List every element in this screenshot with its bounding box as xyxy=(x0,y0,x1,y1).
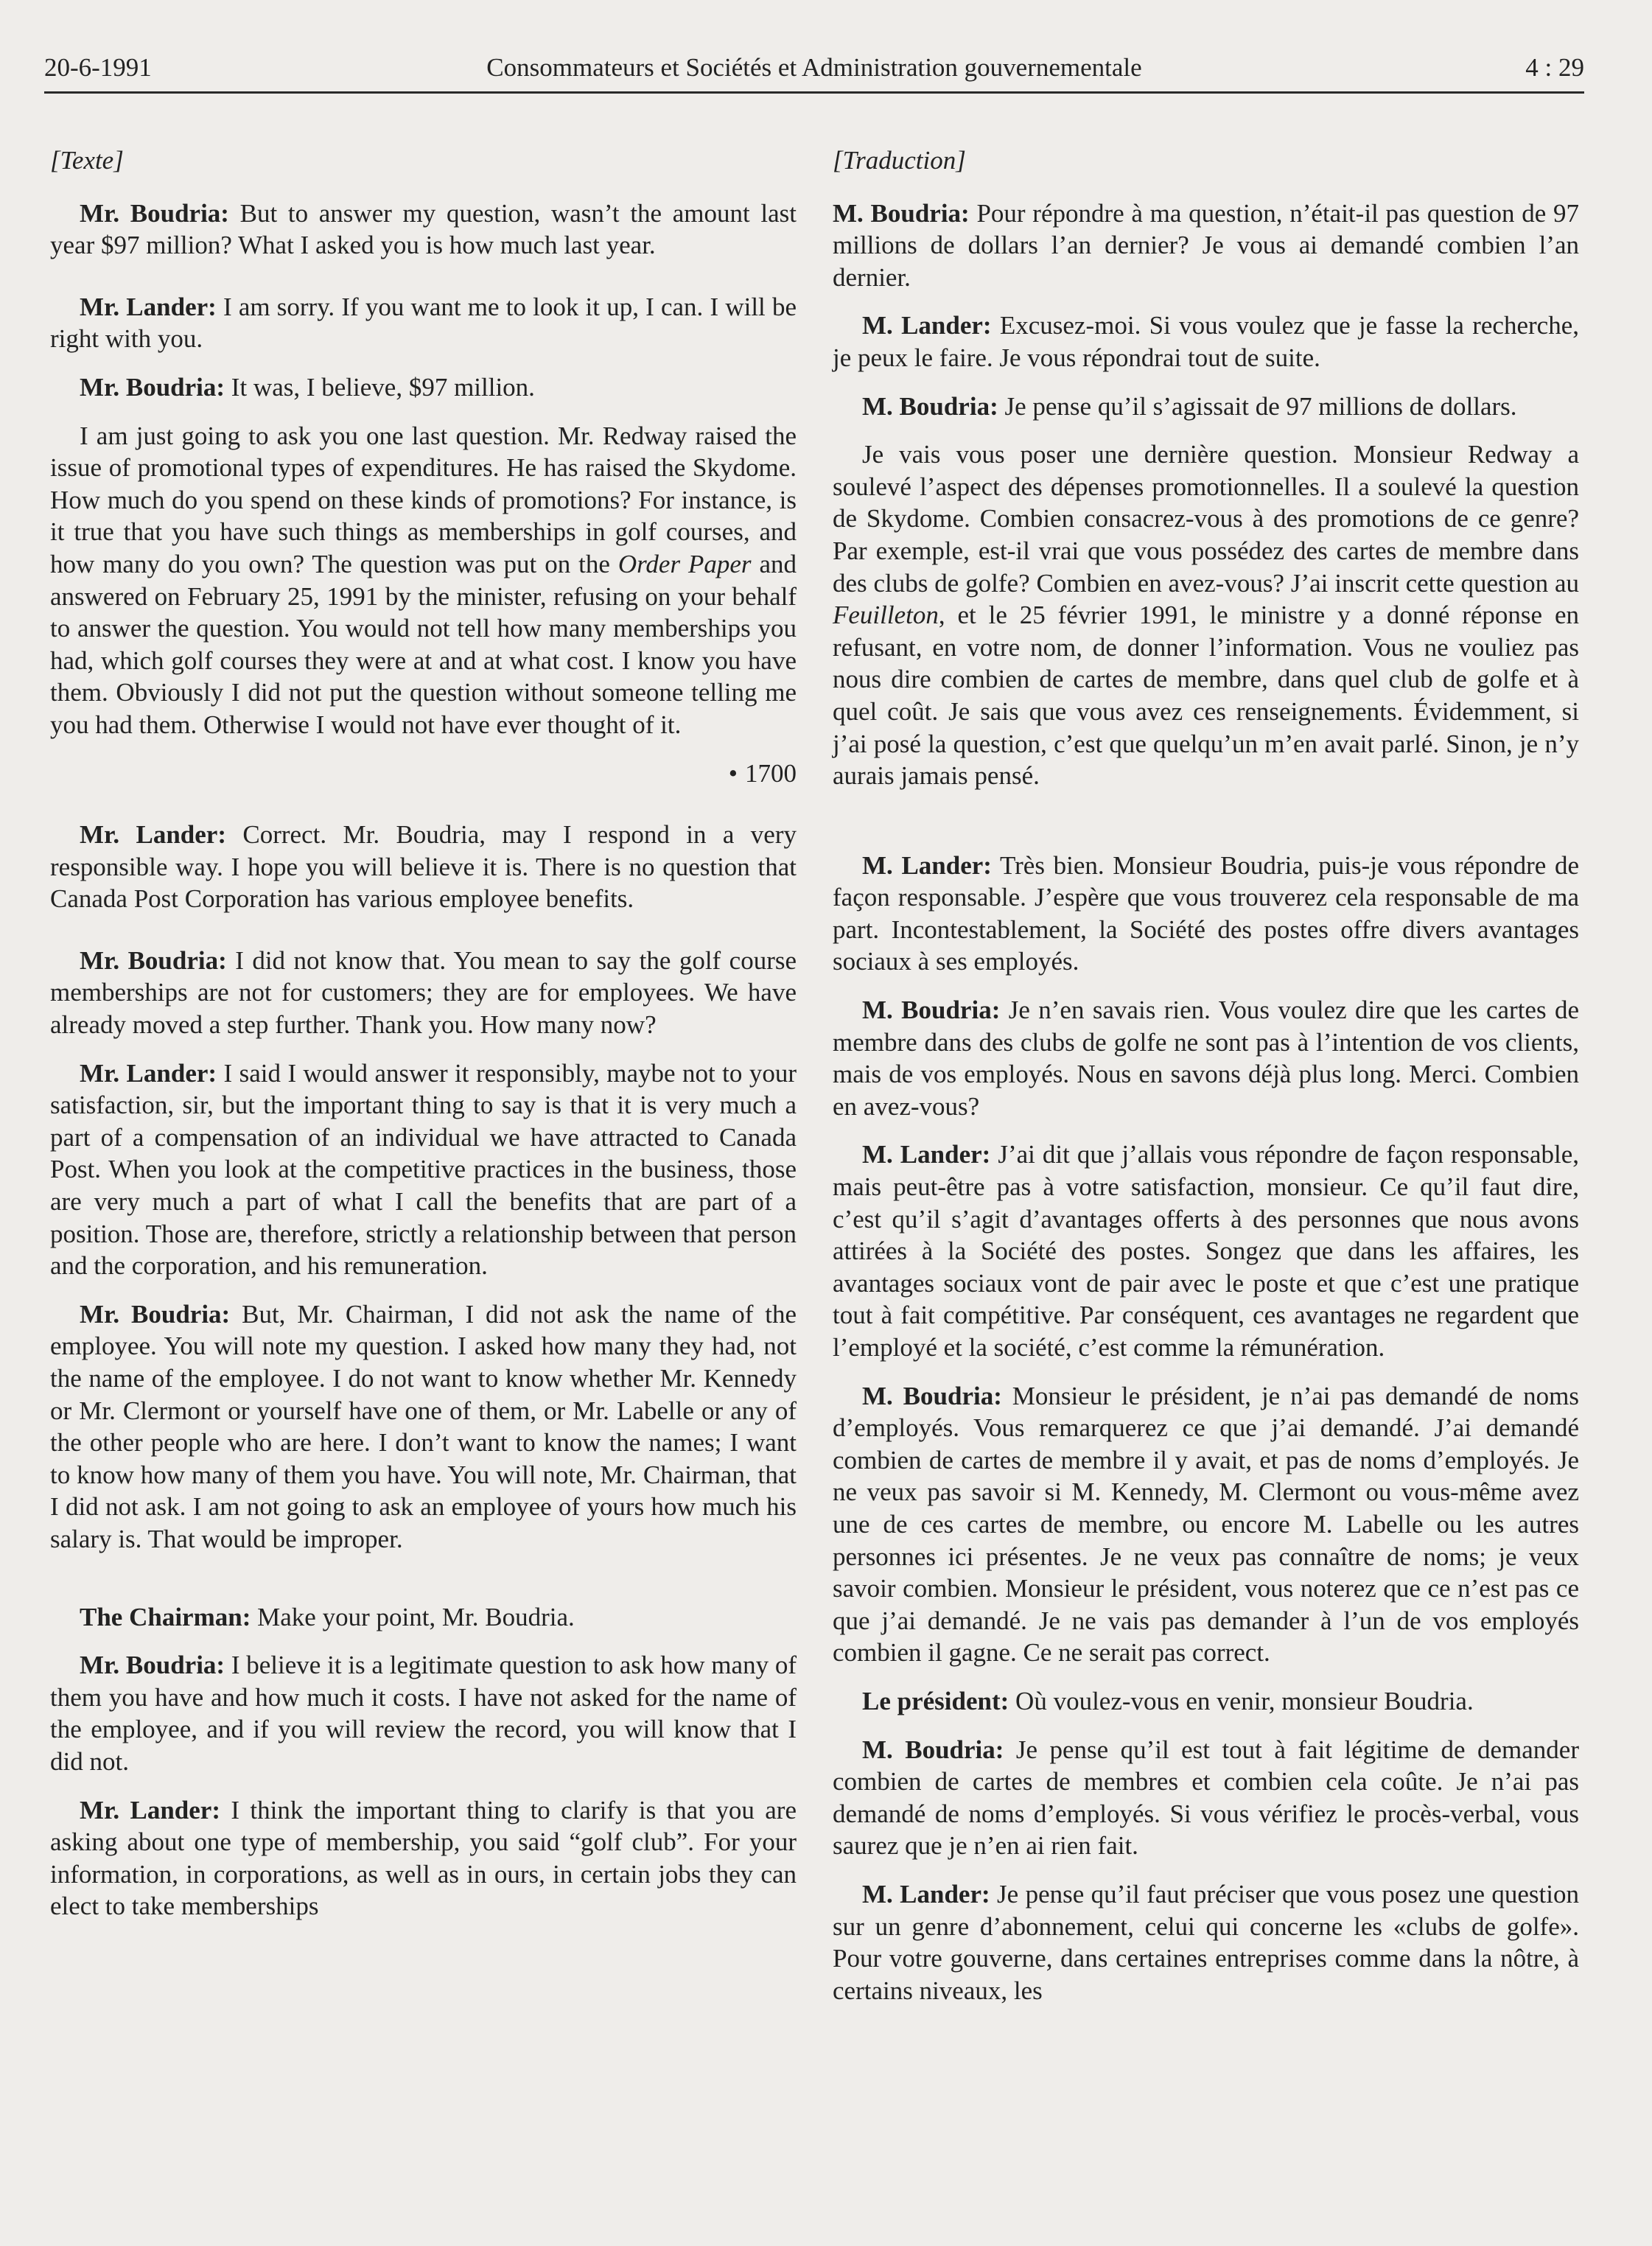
speaker-name: Mr. Boudria: xyxy=(80,945,227,975)
transcript-paragraph xyxy=(833,1685,1579,1718)
paragraph-text: I believe it is a legitimate question to ask how many of them you have and how much it costs. I have not asked for the name of the employee, and if you will review the record, you will know that I did not. xyxy=(50,1651,797,1776)
transcript-paragraph xyxy=(50,819,797,915)
speaker-name: Mr. Lander: xyxy=(80,1058,217,1088)
speaker-name: M. Lander: xyxy=(862,311,992,340)
transcript-paragraph xyxy=(50,945,797,1041)
transcript-paragraph xyxy=(833,197,1579,294)
transcript-paragraph xyxy=(50,1057,797,1282)
transcript-paragraph xyxy=(50,1601,797,1634)
transcript-paragraph xyxy=(833,1878,1579,2007)
bullet-icon: • xyxy=(728,758,738,788)
french-column xyxy=(833,144,1579,2023)
paragraph-text: I said I would answer it responsibly, maybe not to your satisfaction, sir, but the important thing to say is that it is very much a part of a compensation of an individual we have attracted to Canada Post. When you look at the competitive practices in the business, those are very much a part of what I call the benefits that are part of a position. Those are, therefore, strictly a relationship between that person and the corporation, and his remuneration. xyxy=(50,1058,797,1281)
paragraph-text: Très bien. Monsieur Boudria, puis-je vous répondre de façon responsable. J’espère que vous trouverez cela responsable de ma part. Incontestablement, la Société des postes offre divers avantages sociaux à ses employés. xyxy=(833,850,1579,976)
transcript-paragraph xyxy=(833,994,1579,1122)
time-marker xyxy=(50,758,797,790)
speaker-name: M. Boudria: xyxy=(862,1735,1004,1764)
italic-title: Feuilleton xyxy=(833,601,939,630)
transcript-paragraph xyxy=(833,438,1579,792)
speaker-name: Mr. Lander: xyxy=(80,1795,220,1825)
time-value: 1700 xyxy=(745,758,797,788)
speaker-name: M. Boudria: xyxy=(862,1381,1002,1410)
transcript-paragraph xyxy=(50,371,797,404)
speaker-name: Mr. Boudria: xyxy=(80,1651,225,1680)
transcript-paragraph xyxy=(50,420,797,741)
speaker-name: M. Boudria: xyxy=(862,996,1001,1025)
transcript-paragraph xyxy=(833,1380,1579,1669)
speaker-name: M. Boudria: xyxy=(833,198,970,228)
paragraph-text: Je pense qu’il est tout à fait légitime de demander combien de cartes de membres et combien cela coûte. Je n’ai pas demandé de noms d’employés. Si vous vérifiez le procès-verbal, vous saurez que je n’en ai rien fait. xyxy=(833,1735,1579,1861)
header-date: 20-6-1991 xyxy=(44,53,152,82)
paragraph-text: It was, I believe, $97 million. xyxy=(225,372,535,402)
paragraph-text: , et le 25 février 1991, le ministre y a donné réponse en refusant, en votre nom, de donner l’information. Vous ne vouliez pas nous dire combien de cartes de membre, dans quel club de golfe et à quel coût. Je sais que vous avez ces renseignements. Évidemment, si j’ai posé la question, c’est que quelqu’un m’en avait parlé. Sinon, je n’y aurais jamais pensé. xyxy=(833,601,1579,791)
paragraph-text: J’ai dit que j’allais vous répondre de façon responsable, mais peut-être pas à votre satisfaction, monsieur. Ce qu’il faut dire, c’est qu’il s’agit d’avantages offerts à des personnes que nous avons attirées à la Société des postes. Songez que dans les affaires, les avantages sociaux vont de pair avec le poste et que c’est une pratique tout à fait compétitive. Par conséquent, ces avantages ne regardent que l’employé et la société, c’est comme la rémunération. xyxy=(833,1140,1579,1362)
speaker-name: Mr. Boudria: xyxy=(80,198,229,228)
transcript-paragraph xyxy=(833,309,1579,374)
paragraph-text: Où voulez-vous en venir, monsieur Boudria. xyxy=(1009,1686,1474,1715)
transcript-paragraph xyxy=(833,391,1579,423)
speaker-name: Mr. Lander: xyxy=(80,292,217,321)
paragraph-text: Correct. Mr. Boudria, may I respond in a very responsible way. I hope you will believe it is. There is no question that Canada Post Corporation has various employee benefits. xyxy=(50,820,797,914)
header-title: Consommateurs et Sociétés et Administration gouvernementale xyxy=(486,53,1142,82)
paragraph-text: and answered on February 25, 1991 by the minister, refusing on your behalf to answer the question. You would not tell how many memberships you had, which golf courses they were at and at what cost. I know you have them. Obviously I did not put the question without someone telling me you had them. Otherwise I would not have ever thought of it. xyxy=(50,549,797,739)
column-heading: [Texte] xyxy=(50,146,124,175)
paragraph-text: I am sorry. If you want me to look it up, I can. I will be right with you. xyxy=(50,292,797,354)
paragraph-text: I am just going to ask you one last question. Mr. Redway raised the issue of promotional types of expenditures. He has raised the Skydome. How much do you spend on these kinds of promotions? For instance, is it true that you have such things as memberships in golf courses, and how many do you own? The question was put on the xyxy=(50,421,797,578)
speaker-name: Mr. Boudria: xyxy=(80,1299,231,1329)
paragraph-text: Monsieur le président, je n’ai pas demandé de noms d’employés. Vous remarquerez ce que j’ai demandé. J’ai demandé combien de cartes de membre il y avait, et pas de noms d’employés. Je ne veux pas savoir si M. Kennedy, M. Clermont ou vous-même avez une de ces cartes de membre, ou encore M. Labelle ou les autres personnes ici présentes. Je ne veux pas connaître de noms; je veux savoir combien. Monsieur le président, vous noterez que ce n’est pas ce que j’ai demandé. Je ne vais pas demander à l’un de vos employés combien il gagne. Ce ne serait pas correct. xyxy=(833,1381,1579,1668)
paragraph-text: Je pense qu’il s’agissait de 97 millions de dollars. xyxy=(998,391,1517,421)
paragraph-text: Je pense qu’il faut préciser que vous posez une question sur un genre d’abonnement, celui qui concerne les «clubs de golfe». Pour votre gouverne, dans certaines entreprises comme dans la nôtre, à certains niveaux, les xyxy=(833,1879,1579,2005)
speaker-name: Mr. Lander: xyxy=(80,820,226,850)
transcript-paragraph xyxy=(50,291,797,355)
paragraph-text: Pour répondre à ma question, n’était-il pas question de 97 millions de dollars l’an dernier? Je vous ai demandé combien l’an dernier. xyxy=(833,198,1579,292)
transcript-paragraph xyxy=(50,1649,797,1777)
header-page-number: 4 : 29 xyxy=(1525,53,1584,82)
transcript-paragraph xyxy=(50,197,797,262)
paragraph-text: Je n’en savais rien. Vous voulez dire que les cartes de membre dans des clubs de golfe ne sont pas à l’intention de vos clients, mais de vos employés. Nous en savons déjà plus long. Merci. Combien en avez-vous? xyxy=(833,996,1579,1121)
paragraph-text: I did not know that. You mean to say the golf course memberships are not for customers; they are for employees. We have already moved a step further. Thank you. How many now? xyxy=(50,945,797,1040)
paragraph-text: Je vais vous poser une dernière question. Monsieur Redway a soulevé l’aspect des dépenses promotionnelles. Il a soulevé la question de Skydome. Combien consacrez-vous à des promotions de ce genre? Par exemple, est-il vrai que vous possédez des cartes de membre dans des clubs de golfe? Combien en avez-vous? J’ai inscrit cette question au xyxy=(833,440,1579,598)
transcript-paragraph xyxy=(833,1138,1579,1363)
speaker-name: M. Lander: xyxy=(862,1879,990,1909)
paragraph-text: But to answer my question, wasn’t the amount last year $97 million? What I asked you is how much last year. xyxy=(50,198,797,260)
paragraph-text: I think the important thing to clarify is that you are asking about one type of membership, you said “golf club”. For your information, in corporations, as well as in ours, in certain jobs they can elect to take memberships xyxy=(50,1795,797,1921)
paragraph-text: Make your point, Mr. Boudria. xyxy=(251,1602,575,1631)
english-column xyxy=(50,144,797,1939)
speaker-name: M. Boudria: xyxy=(862,391,998,421)
speaker-name: The Chairman: xyxy=(80,1602,251,1631)
paragraph-text: Excusez-moi. Si vous voulez que je fasse la recherche, je peux le faire. Je vous répondrai tout de suite. xyxy=(833,311,1579,372)
transcript-paragraph xyxy=(833,850,1579,978)
column-heading: [Traduction] xyxy=(833,146,966,175)
paragraph-text: But, Mr. Chairman, I did not ask the name of the employee. You will note my question. I asked how many they had, not the name of the employee. I do not want to know whether Mr. Kennedy or Mr. Clermont or yourself have one of them, or Mr. Labelle or any of the other people who are here. I don’t want to know the names; I want to know how many of them you have. You will note, Mr. Chairman, that I did not ask. I am not going to ask an employee of yours how much his salary is. That would be improper. xyxy=(50,1299,797,1553)
running-header xyxy=(44,53,1584,94)
speaker-name: Mr. Boudria: xyxy=(80,372,225,402)
transcript-paragraph xyxy=(833,1734,1579,1862)
speaker-name: M. Lander: xyxy=(862,1140,991,1169)
transcript-paragraph xyxy=(50,1794,797,1923)
speaker-name: Le président: xyxy=(862,1686,1009,1715)
italic-title: Order Paper xyxy=(617,549,752,578)
transcript-paragraph xyxy=(50,1298,797,1556)
speaker-name: M. Lander: xyxy=(862,850,992,880)
